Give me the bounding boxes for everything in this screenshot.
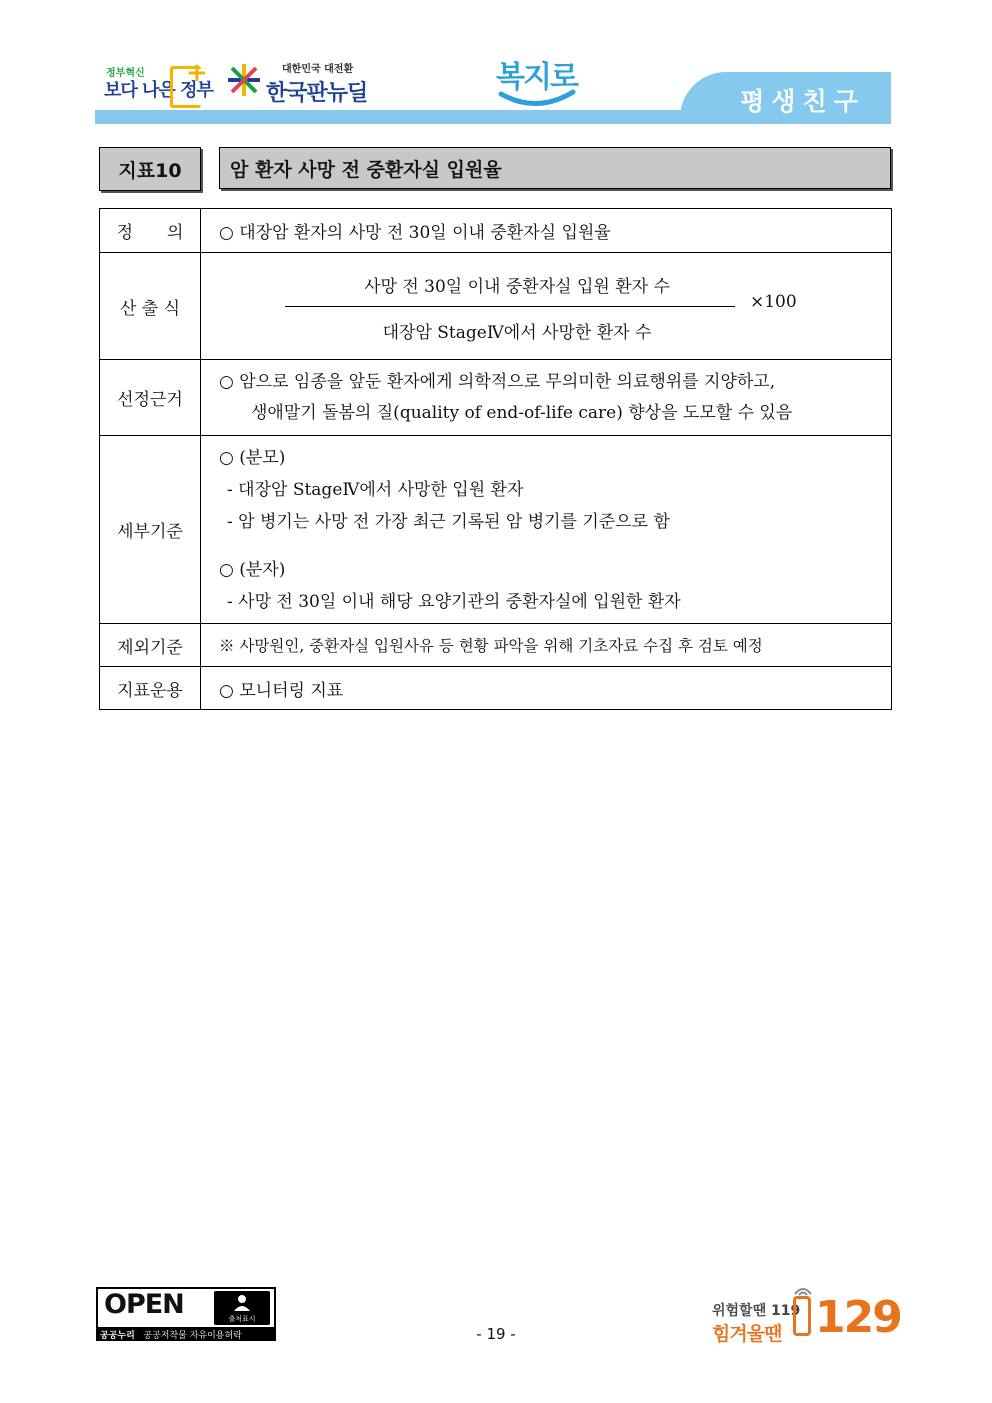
rationale-line: 생애말기 돌봄의 질(quality of end-of-life care) 향상을 도모할 수 있음 [251, 402, 793, 423]
definition-line: ○ 대장암 환자의 사망 전 30일 이내 중환자실 입원율 [219, 223, 611, 243]
row-exclusion [100, 624, 892, 667]
kogl-caption [100, 1328, 242, 1341]
indicator-number: 지표10 [99, 147, 201, 191]
kogl-open-text: OPEN [104, 1289, 184, 1320]
signal-waves-icon [790, 1282, 816, 1296]
hotline-tagline-2: 힘겨울땐 [712, 1323, 782, 1345]
person-icon [214, 1291, 270, 1313]
row-label: 산 출 식 [100, 253, 201, 360]
row-operation [100, 667, 892, 710]
new-deal-star-icon [226, 62, 262, 98]
formula-multiplier: ×100 [750, 292, 797, 312]
criteria-denominator-head: ○ (분모) [219, 447, 286, 468]
logo-korean-new-deal: 한국판뉴딜 [266, 81, 368, 106]
row-label: 제외기준 [100, 624, 201, 667]
row-formula [100, 253, 892, 360]
formula-denominator: 대장암 StageⅣ에서 사망한 환자 수 [382, 323, 652, 343]
hotline-number: 129 [815, 1292, 901, 1343]
rationale-line: ○ 암으로 임종을 앞둔 환자에게 의학적으로 무의미한 의료행위를 지양하고, [219, 371, 776, 392]
formula-numerator: 사망 전 30일 이내 중환자실 입원 환자 수 [364, 277, 670, 297]
bokjiro-swoosh-icon [497, 88, 577, 110]
criteria-item: - 암 병기는 사망 전 가장 최근 기록된 암 병기를 기준으로 함 [227, 511, 670, 532]
exclusion-line: ※ 사망원인, 중환자실 입원사유 등 현황 파악을 위해 기초자료 수집 후 검토 예정 [219, 637, 763, 655]
row-label: 선정근거 [100, 360, 201, 436]
exclusion-text [201, 624, 892, 667]
row-label: 세부기준 [100, 436, 201, 624]
phone-icon [793, 1296, 811, 1336]
criteria-numerator-head: ○ (분자) [219, 559, 286, 580]
logo-new-deal-tagline: 대한민국 대전환 [282, 64, 354, 75]
criteria-item: - 대장암 StageⅣ에서 사망한 입원 환자 [227, 479, 524, 500]
formula-cell [201, 253, 892, 360]
row-label: 지표운용 [100, 667, 201, 710]
criteria-item: - 사망 전 30일 이내 해당 요양기관의 중환자실에 입원한 환자 [227, 591, 681, 612]
logo-plus-icon: + [186, 58, 208, 88]
logo-govinnovation-tagline: 정부혁신 [106, 68, 145, 79]
hotline-tagline-1: 위험할땐 119 [712, 1303, 801, 1319]
page-number: - 19 - [476, 1325, 516, 1343]
fraction-bar [285, 306, 735, 307]
formula-fraction [202, 254, 890, 358]
operation-text [201, 667, 892, 710]
kogl-caption-title: 공공누리 [100, 1331, 135, 1341]
attribution-badge-label: 출처표시 [228, 1315, 256, 1323]
definition-text [201, 209, 892, 253]
indicator-title: 암 환자 사망 전 중환자실 입원율 [219, 147, 891, 189]
logo-bokjiro: 복지로 [496, 60, 577, 95]
criteria-text [201, 436, 892, 624]
row-label: 정 의 [100, 209, 201, 253]
header-tab-label: 평생친구 [740, 87, 865, 116]
row-definition [100, 209, 892, 253]
operation-line: ○ 모니터링 지표 [219, 680, 344, 701]
row-rationale [100, 360, 892, 436]
indicator-spec-table [99, 208, 892, 710]
row-detail-criteria [100, 436, 892, 624]
rationale-text [201, 360, 892, 436]
kogl-caption-desc: 공공저작물 자유이용허락 [143, 1331, 242, 1341]
logo-better-government: 보다 나은 정부 [104, 80, 213, 101]
